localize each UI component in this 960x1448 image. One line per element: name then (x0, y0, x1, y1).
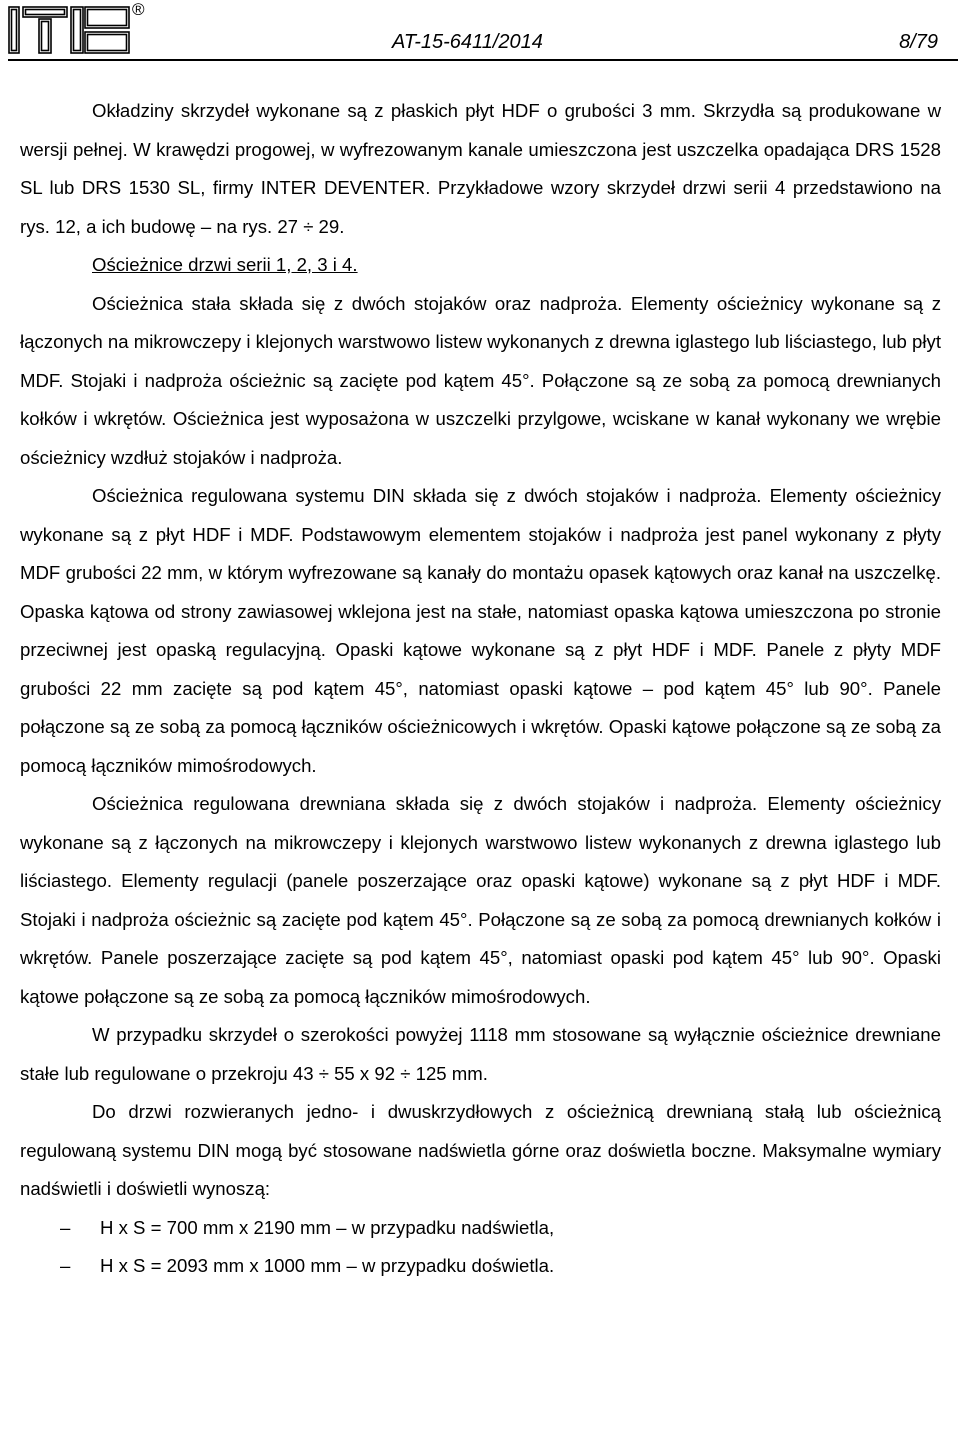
paragraph-leaves-cladding: Okładziny skrzydeł wykonane są z płaskich płyt HDF o grubości 3 mm. Skrzydła są produkowane w wersji pełnej. W krawędzi progowej, w wyfrezowanym kanale umieszczona jest uszczelka opadająca DRS 1528 SL lub DRS 1530 SL, firmy INTER DEVENTER. Przykładowe wzory skrzydeł drzwi serii 4 przedstawiono na rys. 12, a ich budowę – na rys. 27 ÷ 29. (20, 100, 941, 237)
header-rule (8, 59, 958, 61)
list-marker: – (60, 1216, 71, 1238)
list-item (20, 1247, 941, 1286)
paragraph-wooden-adjustable-frame: Ościeżnica regulowana drewniana składa się z dwóch stojaków i nadproża. Elementy ościeżnicy wykonane są z łączonych na mikrowczepy i klejonych warstwowo listew wykonanych z drewna iglastego lub liściastego. Elementy regulacji (panele poszerzające oraz opaski kątowe) wykonane są z płyt HDF i MDF. Stojaki i nadproża ościeżnic są zacięte pod kątem 45°. Połączone są ze sobą za pomocą drewnianych kołków i wkrętów. Panele poszerzające zacięte są pod kątem 45°, natomiast opaski pod kątem 45° lub 90°. Opaski kątowe połączone są ze sobą za pomocą łączników mimośrodowych. (20, 793, 941, 1007)
page-number: 8/79 (899, 31, 938, 53)
paragraph-din-frame: Ościeżnica regulowana systemu DIN składa się z dwóch stojaków i nadproża. Elementy ościeżnicy wykonane są z płyt HDF i MDF. Podstawowym elementem stojaków i nadproża jest panel wykonany z płyty MDF grubości 22 mm, w którym wyfrezowane są kanały do montażu opasek kątowych oraz kanał na uszczelkę. Opaska kątowa od strony zawiasowej wklejona jest na stałe, natomiast opaska kątowa umieszczona po stronie przeciwnej jest opaską regulacyjną. Opaski kątowe wykonane są z płyt HDF i MDF. Panele z płyty MDF grubości 22 mm zacięte są pod kątem 45°, natomiast opaski kątowe – pod kątem 45° lub 90°. Panele połączone są ze sobą za pomocą łączników ościeżnicowych i wkrętów. Opaski kątowe połączone są ze sobą za pomocą łączników mimośrodowych. (20, 485, 941, 776)
paragraph-wide-leaves: W przypadku skrzydeł o szerokości powyżej 1118 mm stosowane są wyłącznie ościeżnice drewniane stałe lub regulowane o przekroju 43 ÷ 55 x 92 ÷ 125 mm. (20, 1024, 941, 1084)
paragraph-fixed-frame: Ościeżnica stała składa się z dwóch stojaków oraz nadproża. Elementy ościeżnicy wykonane są z łączonych na mikrowczepy i klejonych warstwowo listew wykonanych z drewna iglastego lub liściastego, lub płyt MDF. Stojaki i nadproża ościeżnic są zacięte pod kątem 45°. Połączone są ze sobą za pomocą drewnianych kołków i wkrętów. Ościeżnica jest wyposażona w uszczelki przylgowe, wciskane w kanał wykonany we wrębie ościeżnicy wzdłuż stojaków i nadproża. (20, 292, 941, 468)
itb-logo (8, 6, 132, 54)
list-item-text: H x S = 700 mm x 2190 mm – w przypadku nadświetla, (100, 1216, 555, 1238)
section-heading-text: Ościeżnice drzwi serii 1, 2, 3 i 4. (92, 254, 358, 275)
document-number: AT-15-6411/2014 (392, 31, 543, 53)
list-item-text: H x S = 2093 mm x 1000 mm – w przypadku doświetla. (100, 1255, 555, 1276)
paragraph-transoms-sidelights: Do drzwi rozwieranych jedno- i dwuskrzydłowych z ościeżnicą drewnianą stałą lub ościeżnicą regulowaną systemu DIN mogą być stosowane nadświetla górne oraz doświetla boczne. Maksymalne wymiary nadświetli i doświetli wynoszą: (20, 1101, 941, 1199)
section-heading-frames (20, 246, 941, 285)
dimension-list (20, 1209, 941, 1286)
page-header (0, 0, 960, 68)
list-item (20, 1209, 941, 1248)
registered-trademark-mark: ® (132, 0, 145, 19)
list-marker: – (60, 1255, 71, 1276)
document-body (20, 92, 941, 1286)
